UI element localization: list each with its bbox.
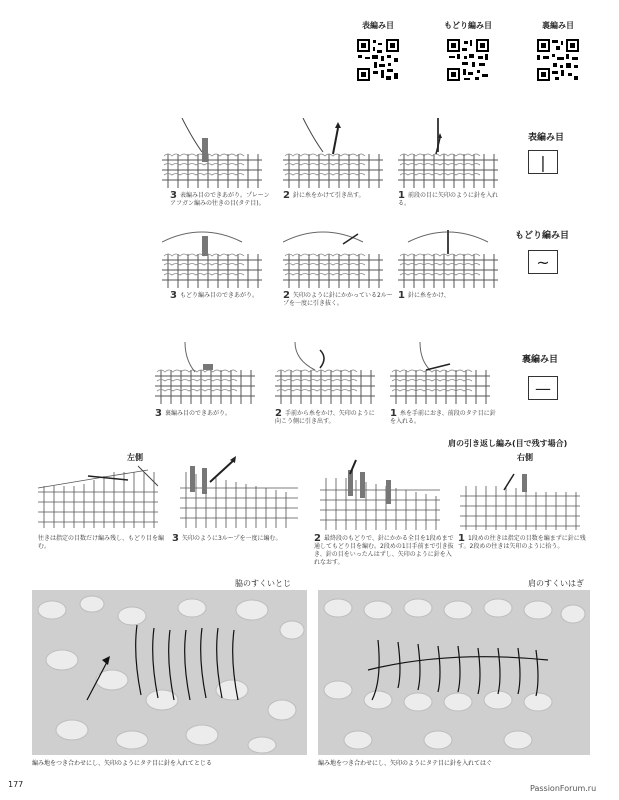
front-symbol-icon: | [540,152,546,172]
return-stitch-diagram-3 [162,222,262,290]
step-text: 針に糸をかけて引き出す。 [292,192,365,199]
symbol-title-purl: 裏編み目 [522,355,559,365]
photo-caption-shoulder-seam: 編み地をつき合わせにし、矢印のようにタテ目に針を入れてはぐ [318,760,493,767]
symbol-box-purl [528,376,558,400]
step-number: 2 [314,533,321,544]
shoulder-diagram-3 [180,452,298,528]
shoulder-title: 肩の引き返し編み(目で残す場合) [448,439,568,448]
step-number: 1 [398,290,405,301]
step-text: 手前から糸をかけ、矢印のように向こう側に引き出す。 [275,410,375,425]
purl-step-1 [390,410,500,426]
qr-label-front: 表編み目 [362,21,394,30]
step-text: 矢印のように3ループを一度に編む。 [181,535,282,542]
return-step-2 [283,292,393,308]
symbol-title-front: 表編み目 [528,133,565,143]
photo-title-side-seam: 脇のすくいとじ [235,579,291,588]
step-text: 1段めの往きは指定の目数を編まずに針に残す。2段めの往きは矢印のように拾う。 [458,535,586,550]
site-watermark: PassionForum.ru [530,784,597,793]
shoulder-step-2 [314,535,454,567]
step-number: 3 [172,533,179,544]
shoulder-seam-photo [318,590,590,755]
return-step-1 [398,292,508,300]
symbol-box-return [528,250,558,274]
page-number: 177 [8,780,24,789]
shoulder-right-label: 右側 [517,453,533,462]
qr-label-purl: 裏編み目 [542,21,574,30]
front-stitch-diagram-2 [283,118,383,190]
step-number: 3 [155,408,162,419]
step-number: 1 [458,533,465,544]
step-text: 前段の目に矢印のように針を入れる。 [398,192,498,207]
qr-code-return[interactable] [446,38,490,82]
purl-stitch-diagram-1 [390,340,498,406]
purl-symbol-icon: — [535,378,551,398]
symbol-box-front [528,150,558,174]
photo-caption-side-seam: 編み地をつき合わせにし、矢印のようにタテ目に針を入れてとじる [32,760,213,767]
qr-code-purl[interactable] [536,38,580,82]
shoulder-diagram-2 [320,452,440,530]
purl-step-2 [275,410,380,426]
step-text: 往きは指定の目数だけ編み残し、もどり目を編む。 [38,535,165,550]
front-stitch-diagram-1 [398,118,498,190]
shoulder-step-left [38,535,168,551]
front-step-1 [398,192,508,208]
step-number: 2 [283,290,290,301]
step-text: 矢印のように針にかかっている2ループを一度に引き抜く。 [283,292,393,307]
step-text: 最終段のもどりで、針にかかる全目を1段めまで通してもどり目を編む。2段めの1目手前まで引き抜き、針の目をいったんはずし、矢印のように針を入れなおす。 [314,535,454,566]
front-step-3 [170,192,270,208]
qr-code-front[interactable] [356,38,400,82]
step-text: 針に糸をかけ、 [407,292,450,299]
step-number: 1 [398,190,405,201]
step-text: 表編み目のできあがり。プレーンアフガン編みの往きの目(タテ目)。 [170,192,270,207]
step-number: 3 [170,290,177,301]
step-number: 3 [170,190,177,201]
step-number: 2 [283,190,290,201]
shoulder-diagram-left [38,462,158,528]
return-stitch-diagram-2 [283,222,383,290]
purl-stitch-diagram-2 [275,340,383,406]
front-stitch-diagram-3 [162,118,262,190]
return-stitch-diagram-1 [398,222,498,290]
step-number: 2 [275,408,282,419]
shoulder-left-label: 左側 [127,453,143,462]
step-text: もどり編み目のできあがり。 [179,292,258,299]
qr-label-return: もどり編み目 [444,21,492,30]
shoulder-step-3 [172,535,302,543]
purl-stitch-diagram-3 [155,340,263,406]
photo-title-shoulder-seam: 肩のすくいはぎ [528,579,584,588]
shoulder-diagram-1 [460,470,580,530]
shoulder-step-1 [458,535,588,551]
purl-step-3 [155,410,265,418]
step-text: 裏編み目のできあがり。 [164,410,231,417]
return-symbol-icon: ~ [536,252,550,272]
symbol-title-return: もどり編み目 [515,231,570,241]
side-seam-photo [32,590,307,755]
front-step-2 [283,192,393,200]
return-step-3 [170,292,270,300]
step-text: 糸を手前におき、前段のタテ目に針を入れる。 [390,410,496,425]
step-number: 1 [390,408,397,419]
